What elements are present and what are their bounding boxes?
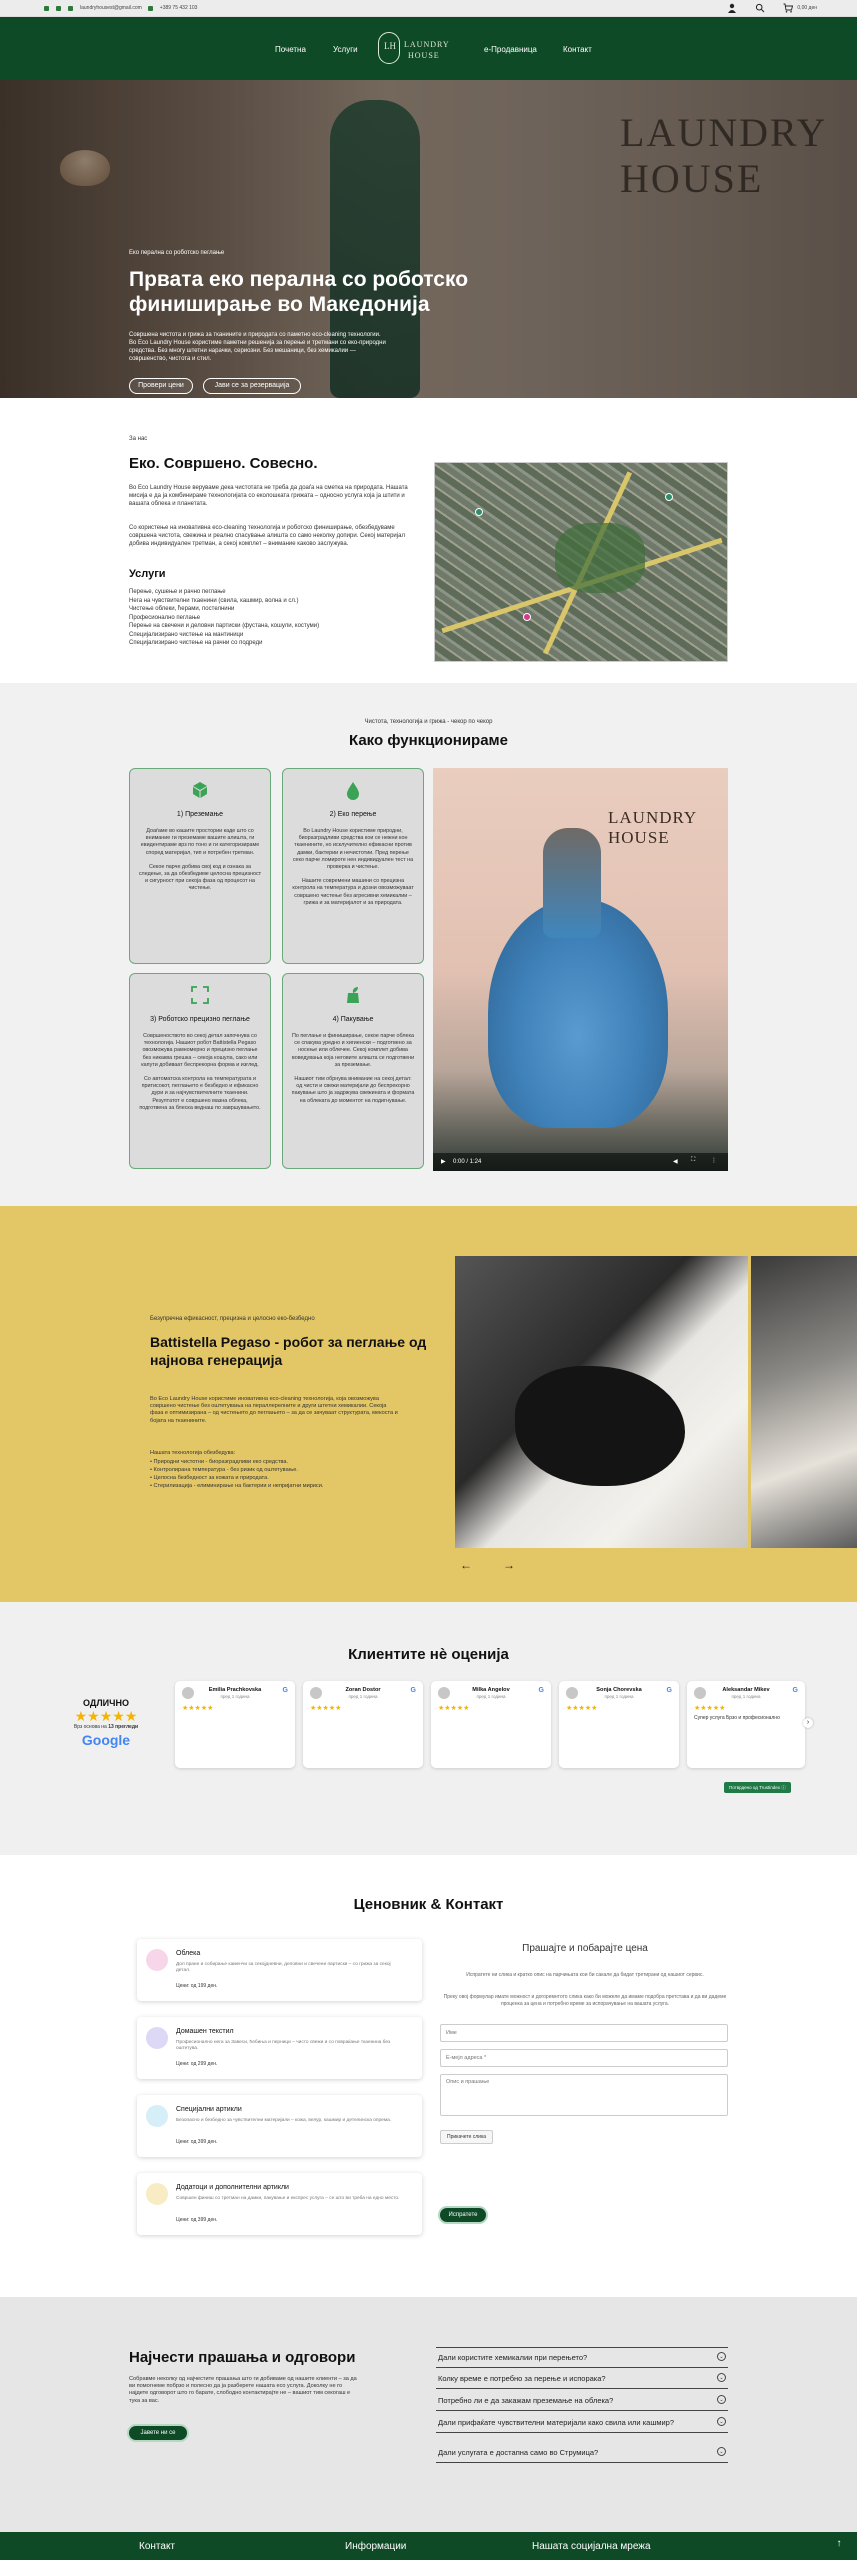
robot-section — [0, 1206, 857, 1602]
facebook-icon[interactable] — [44, 6, 49, 11]
cart-icon[interactable] — [783, 3, 793, 13]
trustindex-badge[interactable]: Потврдено од Trustindex ⓘ — [724, 1782, 791, 1793]
review-stars: ★★★★★ — [182, 1705, 214, 1712]
wall-sign-line-2: HOUSE — [620, 156, 764, 201]
form-note: Преку овој формулар имате можност и догоремнтото слика како би можеле да имаме подобра претстава и да ви дадеме проценка за цена и потребно време за испорачување на вашата услуга. — [443, 1994, 727, 2007]
search-icon[interactable] — [755, 3, 765, 13]
step-card-pickup — [129, 768, 271, 964]
step-title: 2) Еко перење — [329, 811, 377, 818]
avatar — [438, 1687, 450, 1699]
review-author: Sonja Chorevska — [596, 1687, 642, 1693]
services-title: Услуги — [129, 568, 166, 580]
email-field[interactable] — [440, 2049, 728, 2067]
price-card-title: Додатоци и дополнителни артикли — [176, 2184, 289, 2191]
about-section — [0, 398, 857, 683]
step-text: Нашиот тим обрнува внимание на секој детал: од чисти и свежи материјали до беспрекорно пакување што ја задржува свежината и формата на облеката до моментот на подигнување. — [291, 1076, 415, 1104]
review-stars: ★★★★★ — [310, 1705, 342, 1712]
logo-word-2: HOUSE — [408, 51, 440, 60]
price-card-special — [137, 2095, 422, 2157]
google-g-icon: G — [282, 1687, 288, 1694]
video-controls — [433, 1153, 728, 1171]
location-map[interactable] — [434, 462, 728, 662]
review-time: пред 1 година — [604, 1694, 634, 1699]
submit-button[interactable]: Испратете — [440, 2208, 486, 2222]
footer-col-social: Нашата социјална мрежа — [532, 2541, 651, 2552]
robot-title: Battistella Pegaso - робот за пеглање од најнова генерација — [150, 1334, 427, 1368]
review-stars: ★★★★★ — [566, 1705, 598, 1712]
video-sign-line-1: LAUNDRY — [608, 808, 698, 827]
faq-question: Потребно ли е да закажам преземање на облека? — [438, 2396, 614, 2405]
step-text: Секое парче добива свој код и ознака за следење, за да обезбедиме целосна прецизност и сигурност при секоја фаза од процесот на чистење. — [138, 863, 262, 892]
step-text: Доаѓаме во кашите простории каде што со внимание ги преземаме вашите алишта, ги евидентираме врз по тоно и ги категоризираме според материјал, тип и потребен третман. — [140, 828, 260, 856]
more-icon[interactable]: ⋮ — [711, 1158, 717, 1164]
review-author: Aleksandar Mikev — [722, 1687, 770, 1693]
robot-list-item: • Целосна безбедност за кожата и природата. — [150, 1475, 269, 1481]
about-paragraph-2: Со користење на иновативна eco-cleaning технологија и роботско финиширање, обезбедуваме совршена чистота, свежина и реално спасување алишта со само неколку допири. Секој материјал добива индивидуален третман, а секој комплет – внимание каково заслужува. — [129, 525, 405, 547]
tools-icon — [146, 2183, 168, 2205]
box-icon — [189, 779, 211, 801]
google-g-icon: G — [538, 1687, 544, 1694]
review-author: Milka Angelov — [472, 1687, 510, 1693]
faq-section — [0, 2297, 857, 2532]
email-icon — [68, 6, 73, 11]
robot-list-title: Нашата технологија обезбедува: — [150, 1450, 236, 1456]
faq-title: Најчести прашања и одговори — [129, 2349, 356, 2366]
hero-pretitle: Еко перална со роботско пеглање — [129, 250, 225, 256]
robot-list-item: • Стерилизација - елиминирање на бактерии и непријатни мириси. — [150, 1483, 324, 1489]
video-mannequin — [543, 828, 601, 938]
reviews-section — [0, 1602, 857, 1855]
step-card-eco-wash — [282, 768, 424, 964]
faq-item[interactable] — [436, 2413, 728, 2433]
instagram-icon[interactable] — [56, 6, 61, 11]
logo-mark: LH — [384, 41, 396, 51]
fullscreen-icon[interactable]: ⛶ — [691, 1157, 696, 1163]
price-card-desc: Безопасно и безбедно за чувствителни материјали – кожа, велур, кашмир и детелинска опрема. — [176, 2118, 392, 2123]
book-call-button[interactable]: Јави се за резервација — [203, 378, 301, 394]
footer-col-info: Информации — [345, 2541, 407, 2552]
hero-section — [0, 80, 857, 398]
how-video-player[interactable] — [433, 768, 728, 1171]
chevron-down-icon[interactable]: ⌄ — [717, 2352, 726, 2361]
message-field[interactable] — [440, 2074, 728, 2116]
review-time: пред 1 година — [731, 1694, 761, 1699]
topbar-phone[interactable]: +389 75 432 103 — [159, 5, 198, 11]
faq-item[interactable] — [436, 2391, 728, 2411]
google-g-icon: G — [410, 1687, 416, 1694]
step-card-robot-ironing — [129, 973, 271, 1169]
chevron-down-icon[interactable]: ⌄ — [717, 2417, 726, 2426]
rating-badge — [64, 1698, 148, 1748]
how-pretitle: Чистота, технологија и грижа - чекор по чекор — [364, 719, 493, 725]
nav-services[interactable]: Услуги — [333, 45, 358, 54]
topbar-actions — [727, 3, 817, 13]
wall-sign-line-1: LAUNDRY — [620, 110, 828, 155]
clothes-icon — [146, 1949, 168, 1971]
map-park — [555, 523, 645, 593]
faq-description: Собравме неколку од најчестите прашања што ги добиваме од нашите клиенти – за да ви помогнеме побрзо и полесно да ја разберете нашата eco услуга. Доколку не го најдете одговорот што го барате, слободно контактирајте не – вашиот тим секогаш е тука за вас. — [129, 2376, 357, 2404]
robot-list-item: • Контролирана температура - без ризик од оштетување. — [150, 1467, 298, 1473]
google-g-icon: G — [666, 1687, 672, 1694]
cart-total: 0,00 ден — [797, 5, 817, 11]
site-footer — [0, 2532, 857, 2560]
faq-item[interactable] — [436, 2369, 728, 2389]
step-title: 4) Пакување — [332, 1016, 374, 1023]
nav-eshop[interactable]: е-Продавница — [484, 45, 537, 54]
faq-question: Колку време е потребно за перење и испорака? — [438, 2374, 606, 2383]
site-header — [0, 17, 857, 80]
faq-item[interactable] — [436, 2347, 728, 2368]
price-card-price: Цени: од 199 ден. — [176, 1983, 218, 1989]
map-pin-icon[interactable] — [475, 508, 483, 516]
price-card-desc: Професионално нега за Завеси, ћебиња и перници – чисто свежи и со повраќање ткаенина без оштетува. — [176, 2040, 391, 2052]
review-author: Zoran Dostor — [345, 1687, 381, 1693]
avatar — [310, 1687, 322, 1699]
about-title: Еко. Совршено. Совесно. — [129, 455, 318, 472]
review-card[interactable] — [175, 1681, 295, 1768]
call-us-button[interactable]: Јавете ни се — [129, 2426, 187, 2440]
step-title: 1) Преземање — [176, 811, 224, 818]
service-item: Специјализирано чистење на мантиници — [129, 631, 244, 638]
step-text: Нашите современи машини со прецизна контрола на температура и дозни овозможуваат совршено чистење без агресивни хемикалии – грижа и за материјалот и за природата. — [292, 878, 414, 906]
service-item: Нега на чувствителни ткаенини (свила, кашмир, волна и сл.) — [129, 597, 299, 604]
services-list — [129, 588, 319, 648]
carousel-next-arrow[interactable]: → — [503, 1558, 515, 1572]
robot-list-item: • Природни чистотни - биоразградливи еко средства. — [150, 1459, 289, 1465]
review-card[interactable] — [303, 1681, 423, 1768]
map-pin-icon[interactable] — [665, 493, 673, 501]
cart[interactable] — [783, 3, 817, 13]
price-card-clothes — [137, 1939, 422, 2001]
how-section — [0, 683, 857, 1206]
footer-col-contact: Контакт — [139, 2541, 176, 2552]
review-author: Emilia Prachkovska — [208, 1687, 262, 1693]
price-card-desc: Совршен финиш со третман на дамки, пакување и експрес услуга – се што ви треба на едно место. — [176, 2196, 400, 2201]
video-time: 0:00 / 1:24 — [453, 1159, 482, 1165]
review-time: пред 1 година — [476, 1694, 506, 1699]
review-time: пред 1 година — [348, 1694, 378, 1699]
reviews-title: Клиентите нѐ оцениjа — [348, 1646, 509, 1663]
nav-home[interactable]: Почетна — [275, 45, 306, 54]
hanger-icon — [146, 2105, 168, 2127]
price-card-title: Домашен текстил — [176, 2028, 234, 2035]
review-stars: ★★★★★ — [694, 1705, 726, 1712]
price-card-price: Цени: од 399 ден. — [176, 2217, 218, 2223]
review-text: Супер услуга Брзо и професионално — [694, 1715, 780, 1721]
reviews-next-button[interactable]: › — [803, 1718, 813, 1728]
robot-paragraph: Во Eco Laundry House користиме иновативна eco-cleaning технологија, која овозможува совршено чистење без оштетувања на пераллерелните и други штетни хемикалии. Секоја фаза е оптимизирана – од чистењето до пеглањето – за да се зачуваат структурата, мекоста и бојата на ткаенините. — [150, 1396, 398, 1424]
nav-contact[interactable]: Контакт — [563, 45, 592, 54]
upload-image-button[interactable]: Прикачете слика — [440, 2130, 493, 2144]
chevron-down-icon[interactable]: ⌄ — [717, 2395, 726, 2404]
price-card-price: Цени: од 399 ден. — [176, 2139, 218, 2145]
topbar-email[interactable]: laundryhousest@gmail.com — [80, 5, 142, 11]
chevron-down-icon[interactable]: ⌄ — [717, 2447, 726, 2456]
account-icon[interactable] — [727, 3, 737, 13]
service-item: Специјализирано чистење на рачни со подреди — [129, 640, 263, 646]
map-pin-icon[interactable] — [523, 613, 531, 621]
google-logo: Google — [81, 1732, 131, 1748]
hero-title: Првата еко перална со роботско финиширање во Македонија — [129, 268, 469, 316]
pricing-section — [0, 1855, 857, 2297]
rating-count-prefix: Врз основа на — [73, 1724, 107, 1730]
name-field[interactable] — [440, 2024, 728, 2042]
rating-stars: ★★★★★ — [74, 1708, 138, 1724]
step-text: Со автоматска контрола на температурата и притисокот, пеглањето е безбедно и ефикасно дури и за најчувствителните ткаенини. Резултатот е совршено мазна облека, подготвена за блеска веднаш по завршувањето. — [139, 1076, 261, 1111]
price-card-home-textile — [137, 2017, 422, 2079]
site-logo[interactable] — [378, 29, 450, 69]
service-item: Чистење облеки, ћерами, постелнини — [129, 606, 235, 612]
about-pretitle: За нас — [129, 436, 148, 442]
rating-label: ОДЛИЧНО — [83, 1698, 129, 1708]
price-card-title: Специјални артикли — [176, 2106, 242, 2113]
drop-icon — [342, 779, 364, 801]
top-bar — [0, 0, 857, 17]
robot-pretitle: Безупречна ефикасност, прецизна и целосно еко-безбедно — [150, 1316, 315, 1322]
avatar — [694, 1687, 706, 1699]
form-title: Прашајте и побарајте цена — [522, 1943, 648, 1954]
review-stars: ★★★★★ — [438, 1705, 470, 1712]
faq-question: Дали прифаќате чувствителни материјали како свила или кашмир? — [438, 2418, 675, 2427]
review-time: пред 1 година — [220, 1694, 250, 1699]
service-item: Професионално пеглање — [129, 614, 201, 621]
faq-question: Дали услугата е достапна само во Струмица? — [438, 2448, 599, 2457]
step-text: Во Laundry House користиме природни, биоразградливи средства кои се нежни кон ткаенините, но исклучително ефикасни против дамки, бактерии и нечистотии. Пред перење секо парче ломироте нен индивидуален тест на проверка и чистење. — [292, 828, 414, 871]
review-card[interactable] — [687, 1681, 805, 1768]
robot-photo-1 — [455, 1256, 748, 1548]
hero-description: Совршена чистота и грижа за тканините и природата со паметно eco-cleaning технологии. Во Eco Laundry House користиме паметни решенија за перење и третмани со еко-природни средства. Без многу штетни нарачки, сериозни. Без мешаници, без хемикалии — совршенство, чистота и стил. — [129, 332, 386, 362]
check-prices-button[interactable]: Провери цени — [129, 378, 193, 394]
carousel-prev-arrow[interactable]: ← — [460, 1558, 472, 1572]
how-title: Како функционираме — [349, 732, 508, 749]
form-intro: Испратете ни слика и кратко опис на парчињата кои би сакале да бидат третирани од нашиот сервис. — [466, 1972, 704, 1978]
price-card-desc: Дол пране и собирање каменчи за секојдневни, деловни и свечени партиски – со грижа за секој детал. — [176, 1962, 391, 1974]
price-card-title: Облека — [176, 1950, 201, 1957]
google-g-icon: G — [792, 1687, 798, 1694]
robot-photo-2 — [751, 1256, 857, 1548]
leaf-bag-icon — [342, 984, 364, 1006]
step-title: 3) Роботско прецизно пеглање — [150, 1016, 250, 1023]
avatar — [566, 1687, 578, 1699]
chevron-down-icon[interactable]: ⌄ — [717, 2373, 726, 2382]
rating-count: 13 прегледи — [108, 1724, 139, 1730]
step-card-packing — [282, 973, 424, 1169]
about-paragraph-1: Во Eco Laundry House веруваме дека чистотата не треба да доаѓа на сметка на природата. Нашата мисија е да ја комбинираме технологијата со еколошката грижата – односно услуга која ја штити и вашата облека и планетата. — [129, 485, 408, 507]
service-item: Перење на свечени и деловни партиски (фустана, кошули, костуми) — [129, 623, 320, 629]
focus-frame-icon — [189, 984, 211, 1006]
step-text: Совршеноството во секој детал започнува со технологија. Нашиот робот Battistella Pegaso овозможува рамномерно и прецизно пеглање без никаква грешка – секоја кошула, сако или капути добиваат беспрекорна форма и изглед. — [141, 1033, 259, 1068]
faq-item[interactable] — [436, 2443, 728, 2463]
play-icon[interactable]: ▶ — [441, 1159, 446, 1165]
phone-icon — [148, 6, 153, 11]
video-sign — [608, 808, 697, 848]
faq-question: Дали користите хемикалии при перењето? — [438, 2353, 588, 2362]
logo-word-1: LAUNDRY — [404, 40, 450, 49]
price-card-price: Цени: од 299 ден. — [176, 2061, 218, 2067]
bed-icon — [146, 2027, 168, 2049]
step-text: По пеглање и финиширање, секое парче облека се спакува уредно и хигиенски – подготвено за носење или облечее. Секој комплет добива воведувања која неговите алишта се подготвени за преземање. — [291, 1033, 415, 1068]
pricing-title: Ценовник & Контакт — [353, 1896, 504, 1913]
review-card[interactable] — [559, 1681, 679, 1768]
video-sign-line-2: HOUSE — [608, 828, 670, 847]
photo-glove — [515, 1366, 685, 1486]
avatar — [182, 1687, 194, 1699]
service-item: Перење, сушење и рачно пеглање — [129, 589, 226, 595]
price-card-extras — [137, 2173, 422, 2235]
volume-icon[interactable]: ◀ — [673, 1159, 678, 1165]
topbar-contact — [44, 5, 197, 11]
back-to-top-button[interactable]: ↑ — [827, 2532, 851, 2556]
review-card[interactable] — [431, 1681, 551, 1768]
